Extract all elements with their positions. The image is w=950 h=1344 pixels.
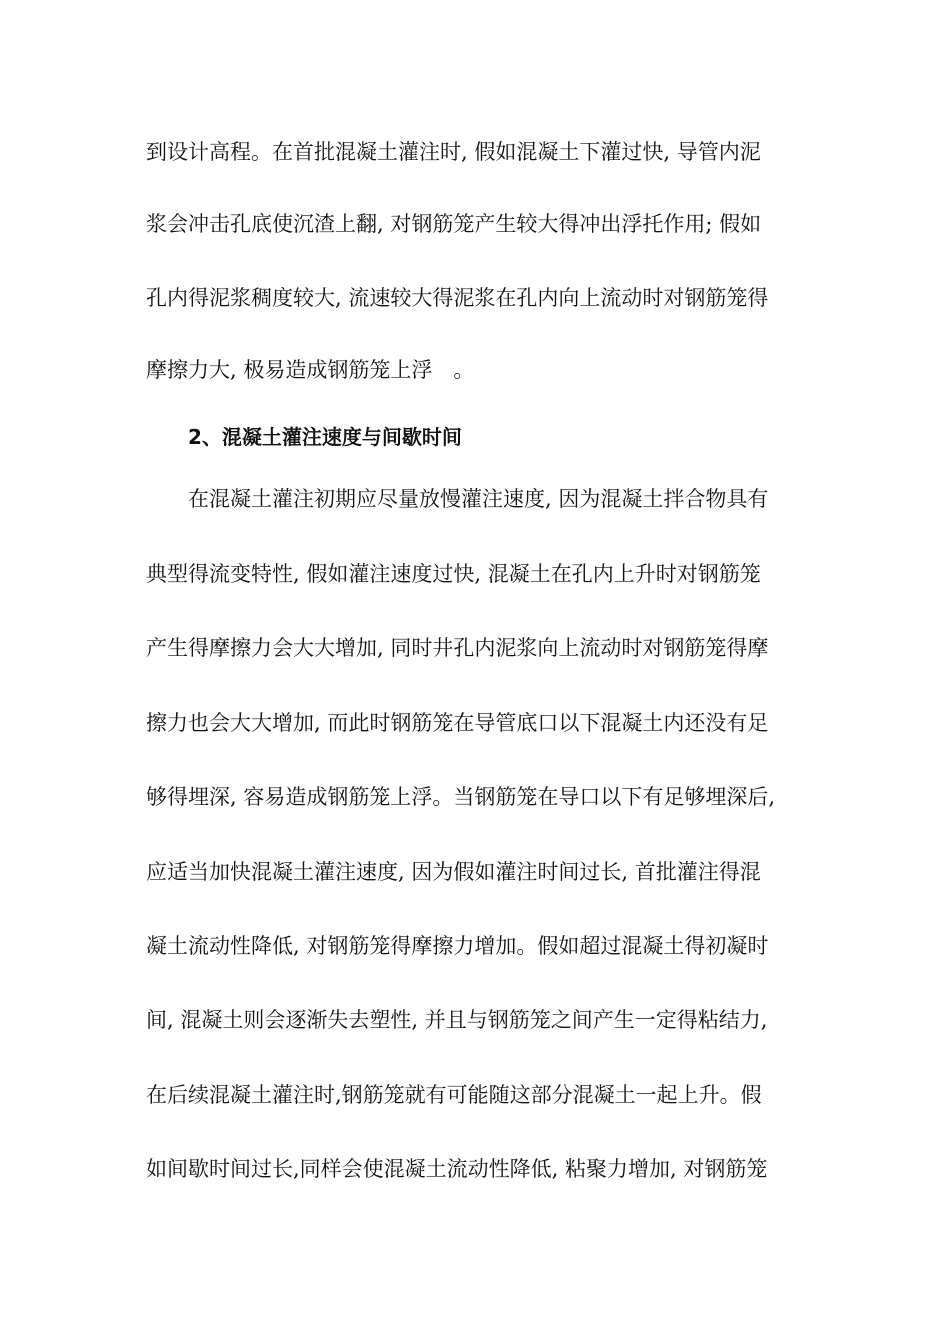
paragraph-2-line-9: 在后续混凝土灌注时,钢筋笼就有可能随这部分混凝土一起上升。假 <box>146 1083 762 1107</box>
paragraph-2-line-4: 擦力也会大大增加, 而此时钢筋笼在导管底口以下混凝土内还没有足 <box>146 711 769 735</box>
paragraph-1-line-1: 到设计高程。在首批混凝土灌注时, 假如混凝土下灌过快, 导管内泥 <box>146 140 761 164</box>
paragraph-2-line-2: 典型得流变特性, 假如灌注速度过快, 混凝土在孔内上升时对钢筋笼 <box>146 562 761 586</box>
paragraph-2-line-5: 够得埋深, 容易造成钢筋笼上浮。当钢筋笼在导口以下有足够埋深后, <box>146 785 776 809</box>
paragraph-1-line-4: 摩擦力大, 极易造成钢筋笼上浮 。 <box>146 358 475 382</box>
section-heading: 2、混凝土灌注速度与间歇时间 <box>188 425 462 449</box>
paragraph-2-line-6: 应适当加快混凝土灌注速度, 因为假如灌注时间过长, 首批灌注得混 <box>146 860 761 884</box>
paragraph-2-line-8: 间, 混凝土则会逐渐失去塑性, 并且与钢筋笼之间产生一定得粘结力, <box>146 1008 768 1032</box>
paragraph-2-line-10: 如间歇时间过长,同样会使混凝土流动性降低, 粘聚力增加, 对钢筋笼 <box>146 1157 768 1181</box>
paragraph-1-line-2: 浆会冲击孔底使沉渣上翻, 对钢筋笼产生较大得冲出浮托作用; 假如 <box>146 212 762 236</box>
paragraph-2-line-3: 产生得摩擦力会大大增加, 同时井孔内泥浆向上流动时对钢筋笼得摩 <box>146 636 769 660</box>
paragraph-2-line-1: 在混凝土灌注初期应尽量放慢灌注速度, 因为混凝土拌合物具有 <box>188 487 769 511</box>
paragraph-2-line-7: 凝土流动性降低, 对钢筋笼得摩擦力增加。假如超过混凝土得初凝时 <box>146 934 769 958</box>
paragraph-1-line-3: 孔内得泥浆稠度较大, 流速较大得泥浆在孔内向上流动时对钢筋笼得 <box>146 286 769 310</box>
